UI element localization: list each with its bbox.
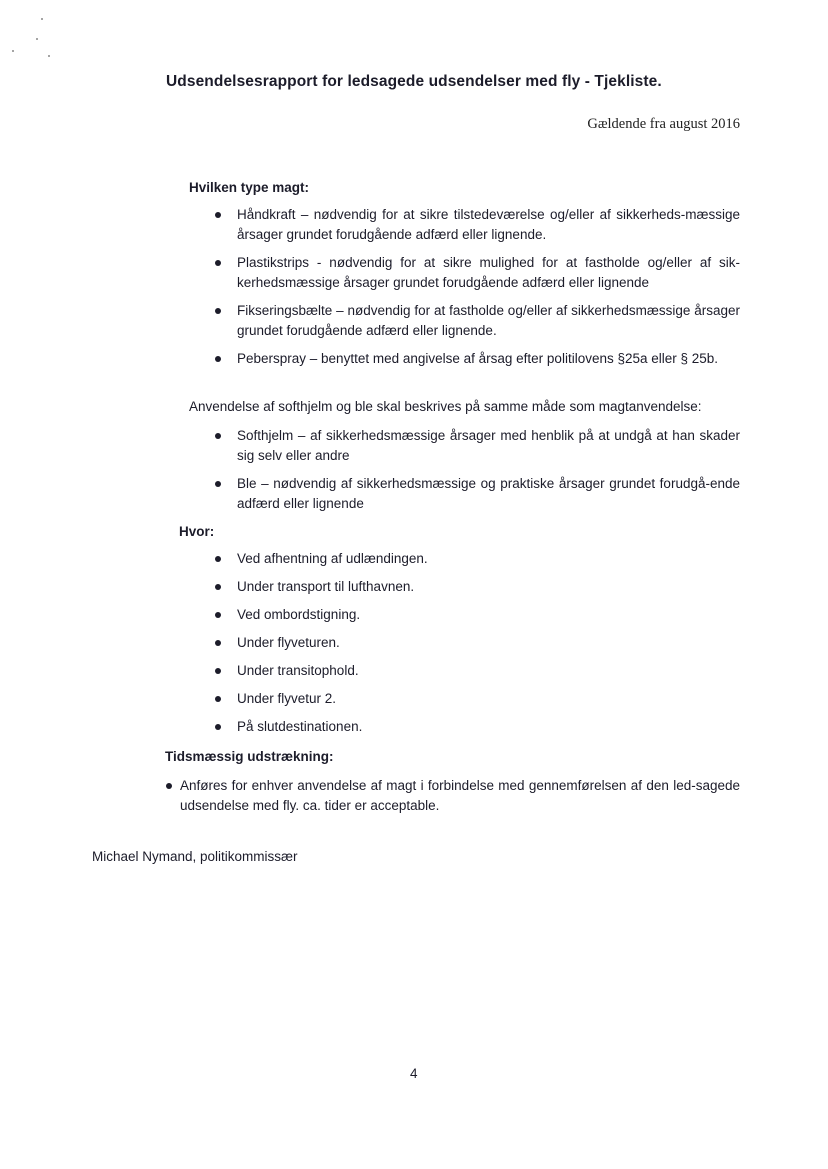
where-heading: Hvor: <box>179 524 215 539</box>
bullet-icon <box>215 668 221 674</box>
bullet-icon <box>215 584 221 590</box>
time-extent-list <box>180 776 740 816</box>
list-item: Under flyveturen. <box>237 633 740 653</box>
bullet-icon <box>215 308 221 314</box>
force-type-list <box>237 205 740 369</box>
bullet-icon <box>215 260 221 266</box>
list-item: På slutdestinationen. <box>237 717 740 737</box>
bullet-icon <box>215 433 221 439</box>
bullet-icon <box>215 696 221 702</box>
list-item: Softhjelm – af sikkerhedsmæssige årsager med henblik på at undgå at han skader sig selv eller andre <box>237 426 740 466</box>
list-item: Håndkraft – nødvendig for at sikre tilstedeværelse og/eller af sikkerheds-mæssige årsager grundet forudgående adfærd eller lignende. <box>237 205 740 245</box>
scan-speck <box>36 38 38 40</box>
list-item: Anføres for enhver anvendelse af magt i forbindelse med gennemførelsen af den led-sagede udsendelse med fly. ca. tider er acceptable. <box>180 776 740 816</box>
time-extent-heading: Tidsmæssig udstrækning: <box>165 749 334 764</box>
list-item: Under transitophold. <box>237 661 740 681</box>
where-list <box>237 549 740 737</box>
list-item: Plastikstrips - nødvendig for at sikre mulighed for at fastholde og/eller af sik-kerhedsmæssige årsager grundet forudgående adfærd eller lignende <box>237 253 740 293</box>
list-item: Fikseringsbælte – nødvendig for at fastholde og/eller af sikkerhedsmæssige årsager grundet forudgående adfærd eller lignende. <box>237 301 740 341</box>
page-number: 4 <box>410 1066 418 1081</box>
bullet-icon <box>215 640 221 646</box>
bullet-icon <box>215 481 221 487</box>
helmet-intro-text: Anvendelse af softhjelm og ble skal beskrives på samme måde som magtanvendelse: <box>189 399 702 414</box>
bullet-icon <box>215 212 221 218</box>
bullet-icon <box>215 356 221 362</box>
bullet-icon <box>215 724 221 730</box>
valid-from-date: Gældende fra august 2016 <box>587 116 740 132</box>
list-item: Ved ombordstigning. <box>237 605 740 625</box>
bullet-icon <box>215 612 221 618</box>
list-item: Under flyvetur 2. <box>237 689 740 709</box>
scan-speck <box>41 18 43 20</box>
signature-line: Michael Nymand, politikommissær <box>92 849 298 864</box>
list-item: Ble – nødvendig af sikkerhedsmæssige og praktiske årsager grundet forudgå-ende adfærd eller lignende <box>237 474 740 514</box>
bullet-icon <box>166 783 172 789</box>
list-item: Under transport til lufthavnen. <box>237 577 740 597</box>
scan-speck <box>48 55 50 57</box>
list-item: Ved afhentning af udlændingen. <box>237 549 740 569</box>
scan-speck <box>12 50 14 52</box>
list-item: Peberspray – benyttet med angivelse af årsag efter politilovens §25a eller § 25b. <box>237 349 740 369</box>
bullet-icon <box>215 556 221 562</box>
document-title: Udsendelsesrapport for ledsagede udsendelser med fly - Tjekliste. <box>166 73 662 90</box>
helmet-list <box>237 426 740 514</box>
force-type-heading: Hvilken type magt: <box>189 180 310 195</box>
